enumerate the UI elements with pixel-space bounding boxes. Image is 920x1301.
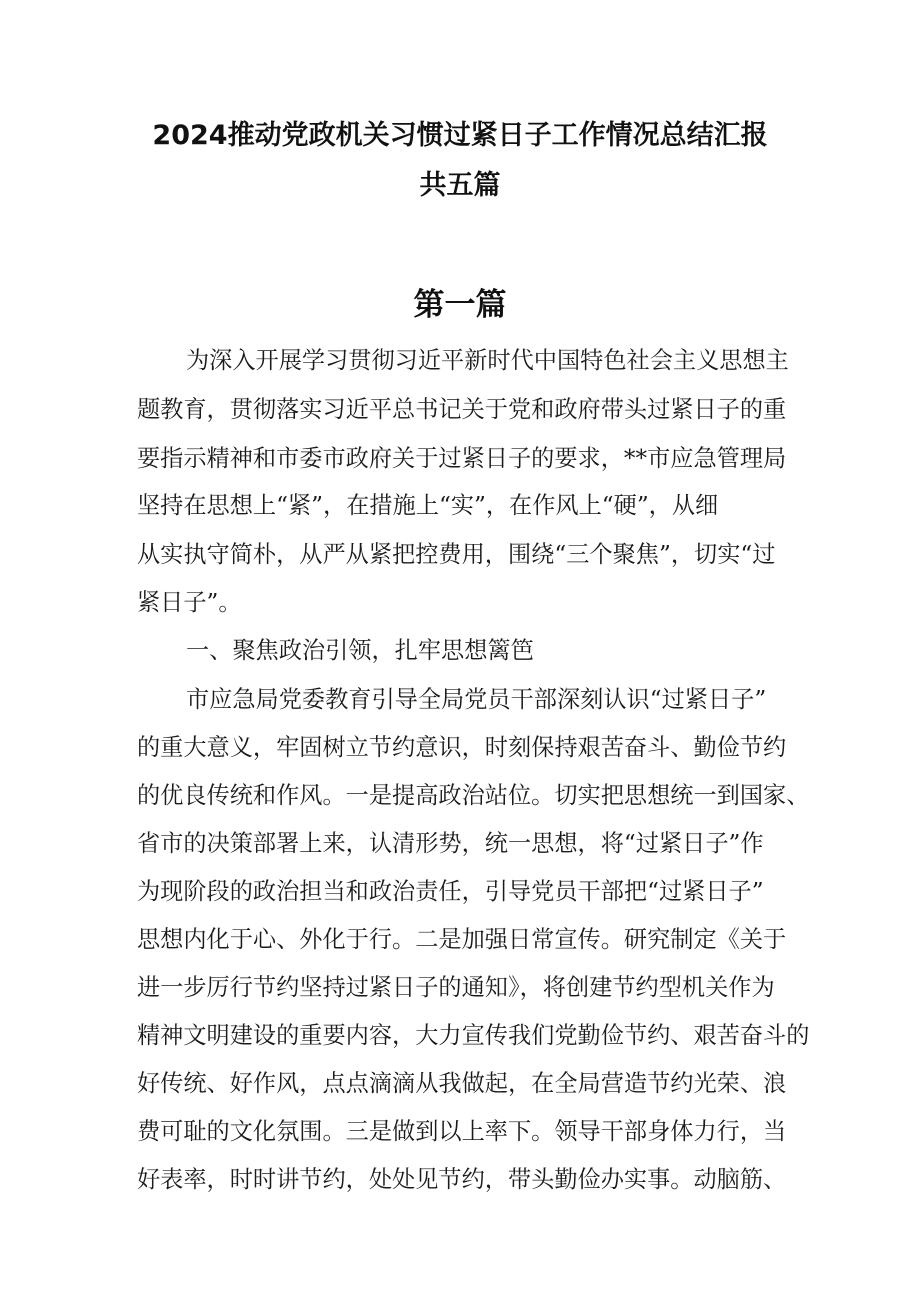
section-heading-1: 一、聚焦政治引领，扎牢思想篱笆 xyxy=(186,637,534,664)
body-line-8: 精神文明建设的重要内容，大力宣传我们党勤俭节约、艰苦奋斗的 xyxy=(137,1022,810,1049)
intro-line-1: 为深入开展学习贯彻习近平新时代中国特色社会主义思想主 xyxy=(186,347,789,374)
intro-line-2: 题教育，贯彻落实习近平总书记关于党和政府带头过紧日子的重 xyxy=(137,396,787,423)
body-line-5: 为现阶段的政治担当和政治责任，引导党员干部把“过紧日子” xyxy=(137,878,764,905)
intro-line-3: 要指示精神和市委市政府关于过紧日子的要求，**市应急管理局 xyxy=(137,445,787,472)
body-line-1: 市应急局党委教育引导全局党员干部深刻认识“过紧日子” xyxy=(186,686,767,713)
body-line-11: 好表率，时时讲节约，处处见节约，带头勤俭办实事。动脑筋、 xyxy=(137,1166,787,1193)
body-line-2: 的重大意义，牢固树立节约意识，时刻保持艰苦奋斗、勤俭节约 xyxy=(137,734,787,761)
intro-line-6: 紧日子”。 xyxy=(137,589,242,616)
section-title: 第一篇 xyxy=(413,287,507,323)
document-title-line-1: 2024推动党政机关习惯过紧日子工作情况总结汇报 xyxy=(152,120,768,151)
body-line-3: 的优良传统和作风。一是提高政治站位。切实把思想统一到国家、 xyxy=(137,782,810,809)
body-line-4: 省市的决策部署上来，认清形势，统一思想，将“过紧日子”作 xyxy=(137,830,764,857)
intro-line-4: 坚持在思想上“紧”，在措施上“实”，在作风上“硬”，从细 xyxy=(137,492,719,519)
document-title-line-2: 共五篇 xyxy=(419,170,501,201)
body-line-6: 思想内化于心、外化于行。二是加强日常宣传。研究制定《关于 xyxy=(137,926,787,953)
body-line-7: 进一步厉行节约坚持过紧日子的通知》，将创建节约型机关作为 xyxy=(137,974,775,1001)
body-line-10: 费可耻的文化氛围。三是做到以上率下。领导干部身体力行，当 xyxy=(137,1118,787,1145)
body-line-9: 好传统、好作风，点点滴滴从我做起，在全局营造节约光荣、浪 xyxy=(137,1070,787,1097)
intro-line-5: 从实执守简朴，从严从紧把控费用，围绕“三个聚焦”，切实“过 xyxy=(137,541,776,568)
